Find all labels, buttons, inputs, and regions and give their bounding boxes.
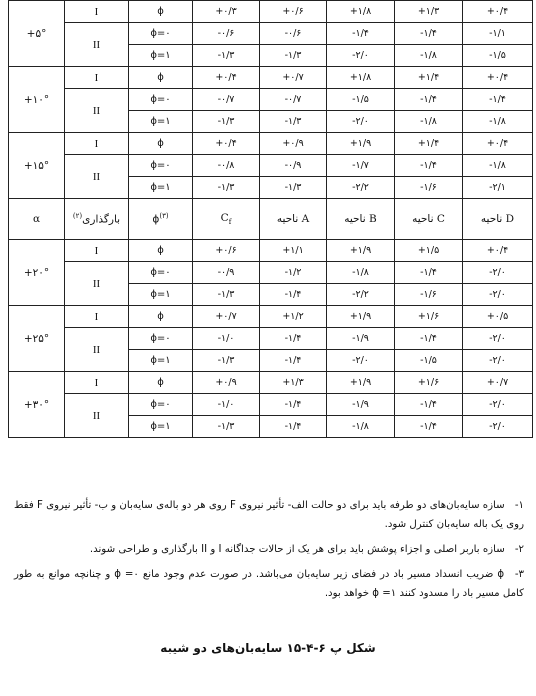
header-load-case [65, 199, 129, 240]
alpha-cell: +۲۵° [9, 306, 65, 372]
zone-a-cell: -۰/۷ [260, 89, 327, 111]
pressure-coefficient-table [8, 0, 533, 438]
zone-d-cell: -۱/۴ [463, 89, 533, 111]
footnote-text: سازه باربر اصلی و اجزاء پوشش باید برای هر یک از حالات جداگانه I و II بارگذاری و طراحی شوند. [89, 544, 505, 555]
zone-d-cell: -۲/۰ [463, 262, 533, 284]
zone-c-cell: -۱/۴ [395, 394, 463, 416]
cf-cell: -۱/۳ [193, 416, 260, 438]
load-case-cell: II [65, 394, 129, 438]
zone-a-cell: -۱/۴ [260, 328, 327, 350]
cf-cell: -۰/۷ [193, 89, 260, 111]
zone-d-cell: -۲/۰ [463, 416, 533, 438]
zone-d-cell: +۰/۴ [463, 133, 533, 155]
zone-b-cell: -۱/۸ [327, 416, 395, 438]
table-row [9, 133, 533, 155]
header-phi-sup: (۳) [159, 212, 169, 221]
zone-d-cell: -۲/۰ [463, 394, 533, 416]
phi-cell: ϕ=۱ [129, 350, 193, 372]
header-zone-c: ناحیه C [395, 199, 463, 240]
zone-a-cell: -۱/۳ [260, 111, 327, 133]
figure-caption: شکل پ ۶-۴-۱۵ سایه‌بان‌های دو شیبه [160, 641, 376, 655]
cf-cell: -۱/۳ [193, 177, 260, 199]
zone-b-cell: +۱/۹ [327, 306, 395, 328]
cf-cell: -۰/۶ [193, 23, 260, 45]
zone-b-cell: -۲/۰ [327, 45, 395, 67]
header-zone-b: ناحیه B [327, 199, 395, 240]
zone-b-cell: -۲/۲ [327, 177, 395, 199]
zone-a-cell: +۱/۱ [260, 240, 327, 262]
zone-c-cell: +۱/۴ [395, 133, 463, 155]
load-case-cell: II [65, 89, 129, 133]
load-case-cell: I [65, 67, 129, 89]
load-case-cell: II [65, 155, 129, 199]
zone-c-cell: -۱/۴ [395, 262, 463, 284]
alpha-cell: +۱۵° [9, 133, 65, 199]
zone-b-cell: +۱/۸ [327, 67, 395, 89]
footnote-number: ۳- [514, 569, 524, 580]
footnotes [14, 496, 524, 609]
zone-a-cell: +۰/۶ [260, 1, 327, 23]
cf-cell: -۱/۳ [193, 284, 260, 306]
zone-c-cell: +۱/۶ [395, 372, 463, 394]
zone-a-cell: +۰/۹ [260, 133, 327, 155]
table-row [9, 372, 533, 394]
phi-cell: ϕ=۰ [129, 262, 193, 284]
phi-cell: ϕ [129, 240, 193, 262]
zone-b-cell: -۲/۰ [327, 111, 395, 133]
zone-a-cell: -۱/۴ [260, 416, 327, 438]
phi-cell: ϕ [129, 133, 193, 155]
zone-b-cell: +۱/۹ [327, 133, 395, 155]
header-cf-label: C [220, 211, 229, 224]
phi-cell: ϕ [129, 306, 193, 328]
zone-d-cell: -۲/۰ [463, 284, 533, 306]
zone-b-cell: -۱/۷ [327, 155, 395, 177]
zone-b-cell: +۱/۹ [327, 372, 395, 394]
header-phi [129, 199, 193, 240]
footnote-item [14, 496, 524, 534]
phi-cell: ϕ=۱ [129, 111, 193, 133]
zone-a-cell: -۱/۴ [260, 394, 327, 416]
cf-cell: +۰/۴ [193, 67, 260, 89]
cf-cell: -۱/۰ [193, 394, 260, 416]
table-row [9, 262, 533, 284]
zone-b-cell: -۱/۵ [327, 89, 395, 111]
table-row [9, 240, 533, 262]
zone-a-cell: -۱/۴ [260, 284, 327, 306]
load-case-cell: I [65, 306, 129, 328]
zone-a-cell: -۱/۴ [260, 350, 327, 372]
zone-a-cell: -۱/۲ [260, 262, 327, 284]
zone-b-cell: -۱/۹ [327, 328, 395, 350]
zone-b-cell: -۱/۹ [327, 394, 395, 416]
zone-a-cell: +۰/۷ [260, 67, 327, 89]
zone-c-cell: -۱/۴ [395, 23, 463, 45]
phi-cell: ϕ=۰ [129, 155, 193, 177]
zone-c-cell: +۱/۴ [395, 67, 463, 89]
phi-cell: ϕ [129, 372, 193, 394]
phi-cell: ϕ=۱ [129, 416, 193, 438]
load-case-cell: II [65, 328, 129, 372]
table-row [9, 155, 533, 177]
zone-c-cell: -۱/۴ [395, 89, 463, 111]
table-header-row [9, 199, 533, 240]
footnote-item [14, 565, 524, 603]
cf-cell: +۰/۳ [193, 1, 260, 23]
header-alpha: α [9, 199, 65, 240]
phi-cell: ϕ=۱ [129, 177, 193, 199]
cf-cell: -۱/۳ [193, 350, 260, 372]
zone-a-cell: +۱/۲ [260, 306, 327, 328]
alpha-cell: +۱۰° [9, 67, 65, 133]
zone-d-cell: -۱/۸ [463, 155, 533, 177]
zone-d-cell: +۰/۴ [463, 240, 533, 262]
zone-d-cell: +۰/۴ [463, 1, 533, 23]
footnote-text: سازه سایه‌بان‌های دو طرفه باید برای دو حالت الف- تأثیر نیروی F روی هر دو باله‌ی سایه‌بان و ب- تأثیر نیروی F فقط روی یک باله سایه‌بان کنترل شود. [14, 500, 524, 530]
zone-d-cell: -۱/۸ [463, 111, 533, 133]
phi-cell: ϕ=۱ [129, 45, 193, 67]
footnote-item [14, 540, 524, 559]
zone-d-cell: +۰/۷ [463, 372, 533, 394]
header-cf [193, 199, 260, 240]
table-row [9, 1, 533, 23]
zone-b-cell: -۲/۲ [327, 284, 395, 306]
zone-a-cell: -۰/۹ [260, 155, 327, 177]
cf-cell: -۱/۳ [193, 45, 260, 67]
zone-a-cell: +۱/۳ [260, 372, 327, 394]
zone-d-cell: -۱/۵ [463, 45, 533, 67]
zone-b-cell: +۱/۸ [327, 1, 395, 23]
cf-cell: +۰/۷ [193, 306, 260, 328]
zone-a-cell: -۱/۳ [260, 45, 327, 67]
phi-cell: ϕ [129, 1, 193, 23]
table-row [9, 23, 533, 45]
load-case-cell: I [65, 240, 129, 262]
table-row [9, 67, 533, 89]
table-row [9, 306, 533, 328]
zone-b-cell: -۱/۸ [327, 262, 395, 284]
load-case-cell: II [65, 23, 129, 67]
zone-b-cell: +۱/۹ [327, 240, 395, 262]
zone-c-cell: -۱/۴ [395, 155, 463, 177]
cf-cell: -۱/۰ [193, 328, 260, 350]
phi-cell: ϕ=۱ [129, 284, 193, 306]
header-load-case-sup: (۲) [72, 212, 83, 221]
phi-cell: ϕ [129, 67, 193, 89]
header-cf-sub: f [228, 218, 232, 227]
alpha-cell: +۲۰° [9, 240, 65, 306]
footnote-text: ϕ ضریب انسداد مسیر باد در فضای زیر سایه‌بان می‌باشد. در صورت عدم وجود مانع ۰= ϕ و چنانچه موانع به طور کامل مسیر باد را مسدود کنند ۱= ϕ خواهد بود. [14, 569, 524, 599]
cf-cell: -۰/۹ [193, 262, 260, 284]
zone-b-cell: -۱/۴ [327, 23, 395, 45]
load-case-cell: I [65, 372, 129, 394]
zone-a-cell: -۱/۳ [260, 177, 327, 199]
cf-cell: -۰/۸ [193, 155, 260, 177]
phi-cell: ϕ=۰ [129, 89, 193, 111]
zone-b-cell: -۲/۰ [327, 350, 395, 372]
zone-c-cell: -۱/۶ [395, 177, 463, 199]
phi-cell: ϕ=۰ [129, 394, 193, 416]
alpha-cell: +۳۰° [9, 372, 65, 438]
cf-cell: +۰/۴ [193, 133, 260, 155]
header-phi-label: ϕ [152, 213, 160, 226]
phi-cell: ϕ=۰ [129, 23, 193, 45]
zone-c-cell: +۱/۶ [395, 306, 463, 328]
header-zone-a: ناحیه A [260, 199, 327, 240]
zone-c-cell: -۱/۶ [395, 284, 463, 306]
footnote-number: ۱- [514, 500, 524, 511]
zone-d-cell: -۲/۰ [463, 328, 533, 350]
header-load-case-label: بارگذاری [82, 213, 121, 226]
cf-cell: +۰/۶ [193, 240, 260, 262]
zone-d-cell: -۲/۰ [463, 350, 533, 372]
zone-d-cell: -۱/۱ [463, 23, 533, 45]
phi-cell: ϕ=۰ [129, 328, 193, 350]
alpha-cell: +۵° [9, 1, 65, 67]
zone-c-cell: -۱/۴ [395, 328, 463, 350]
zone-d-cell: +۰/۵ [463, 306, 533, 328]
zone-d-cell: +۰/۴ [463, 67, 533, 89]
footnote-number: ۲- [514, 544, 524, 555]
zone-c-cell: -۱/۴ [395, 416, 463, 438]
table-row [9, 394, 533, 416]
zone-c-cell: +۱/۵ [395, 240, 463, 262]
header-zone-d: ناحیه D [463, 199, 533, 240]
load-case-cell: I [65, 1, 129, 23]
zone-a-cell: -۰/۶ [260, 23, 327, 45]
cf-cell: +۰/۹ [193, 372, 260, 394]
zone-c-cell: -۱/۸ [395, 45, 463, 67]
zone-c-cell: +۱/۳ [395, 1, 463, 23]
zone-c-cell: -۱/۵ [395, 350, 463, 372]
table-row [9, 328, 533, 350]
zone-c-cell: -۱/۸ [395, 111, 463, 133]
zone-d-cell: -۲/۱ [463, 177, 533, 199]
load-case-cell: I [65, 133, 129, 155]
table-row [9, 89, 533, 111]
cf-cell: -۱/۳ [193, 111, 260, 133]
load-case-cell: II [65, 262, 129, 306]
